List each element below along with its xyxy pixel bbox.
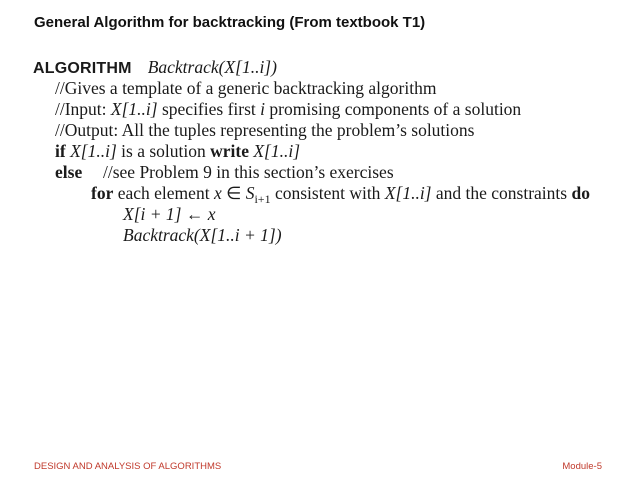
- recurse-line: Backtrack(X[1..i + 1]): [123, 225, 282, 245]
- for-s: S: [245, 183, 255, 203]
- for-mid: each element: [113, 183, 214, 203]
- if-array: X[1..i]: [70, 141, 117, 161]
- write-array: X[1..i]: [253, 141, 301, 161]
- if-mid: is a solution: [116, 141, 211, 161]
- algorithm-keyword: ALGORITHM: [33, 60, 132, 77]
- input-suffix: promising components of a solution: [265, 99, 522, 119]
- write-keyword: write: [210, 141, 249, 161]
- comment-template-line: [33, 78, 623, 99]
- for-x: x: [213, 183, 222, 203]
- else-comment: //see Problem 9 in this section’s exercises: [103, 162, 394, 182]
- input-mid: specifies first: [157, 99, 261, 119]
- output-line: [33, 120, 623, 141]
- footer-course-title: DESIGN AND ANALYSIS OF ALGORITHMS: [34, 461, 222, 472]
- algorithm-header: [33, 57, 623, 78]
- for-in: ∈: [221, 183, 246, 203]
- for-rest: and the constraints: [431, 183, 572, 203]
- for-consistent: consistent with: [270, 183, 385, 203]
- input-array: X[1..i]: [110, 99, 158, 119]
- for-keyword: for: [91, 183, 114, 203]
- if-keyword: if: [55, 141, 66, 161]
- algorithm-signature: Backtrack(X[1..i]): [147, 57, 277, 77]
- for-subscript: i+1: [254, 192, 271, 206]
- for-line: [33, 183, 623, 204]
- if-line: [33, 141, 623, 162]
- slide-title: General Algorithm for backtracking (From textbook T1): [34, 14, 426, 31]
- input-prefix: //Input:: [55, 99, 111, 119]
- input-i: i: [260, 99, 266, 119]
- else-keyword: else: [55, 162, 83, 182]
- for-array: X[1..i]: [384, 183, 432, 203]
- assign-line: X[i + 1] ← x: [123, 204, 216, 224]
- do-keyword: do: [571, 183, 590, 203]
- comment-template: //Gives a template of a generic backtracking algorithm: [55, 78, 437, 98]
- algorithm-block: [33, 57, 623, 246]
- input-line: [33, 99, 623, 120]
- output-comment: //Output: All the tuples representing the problem’s solutions: [55, 120, 475, 140]
- else-line: [33, 162, 623, 183]
- footer-module-label: Module-5: [562, 461, 602, 472]
